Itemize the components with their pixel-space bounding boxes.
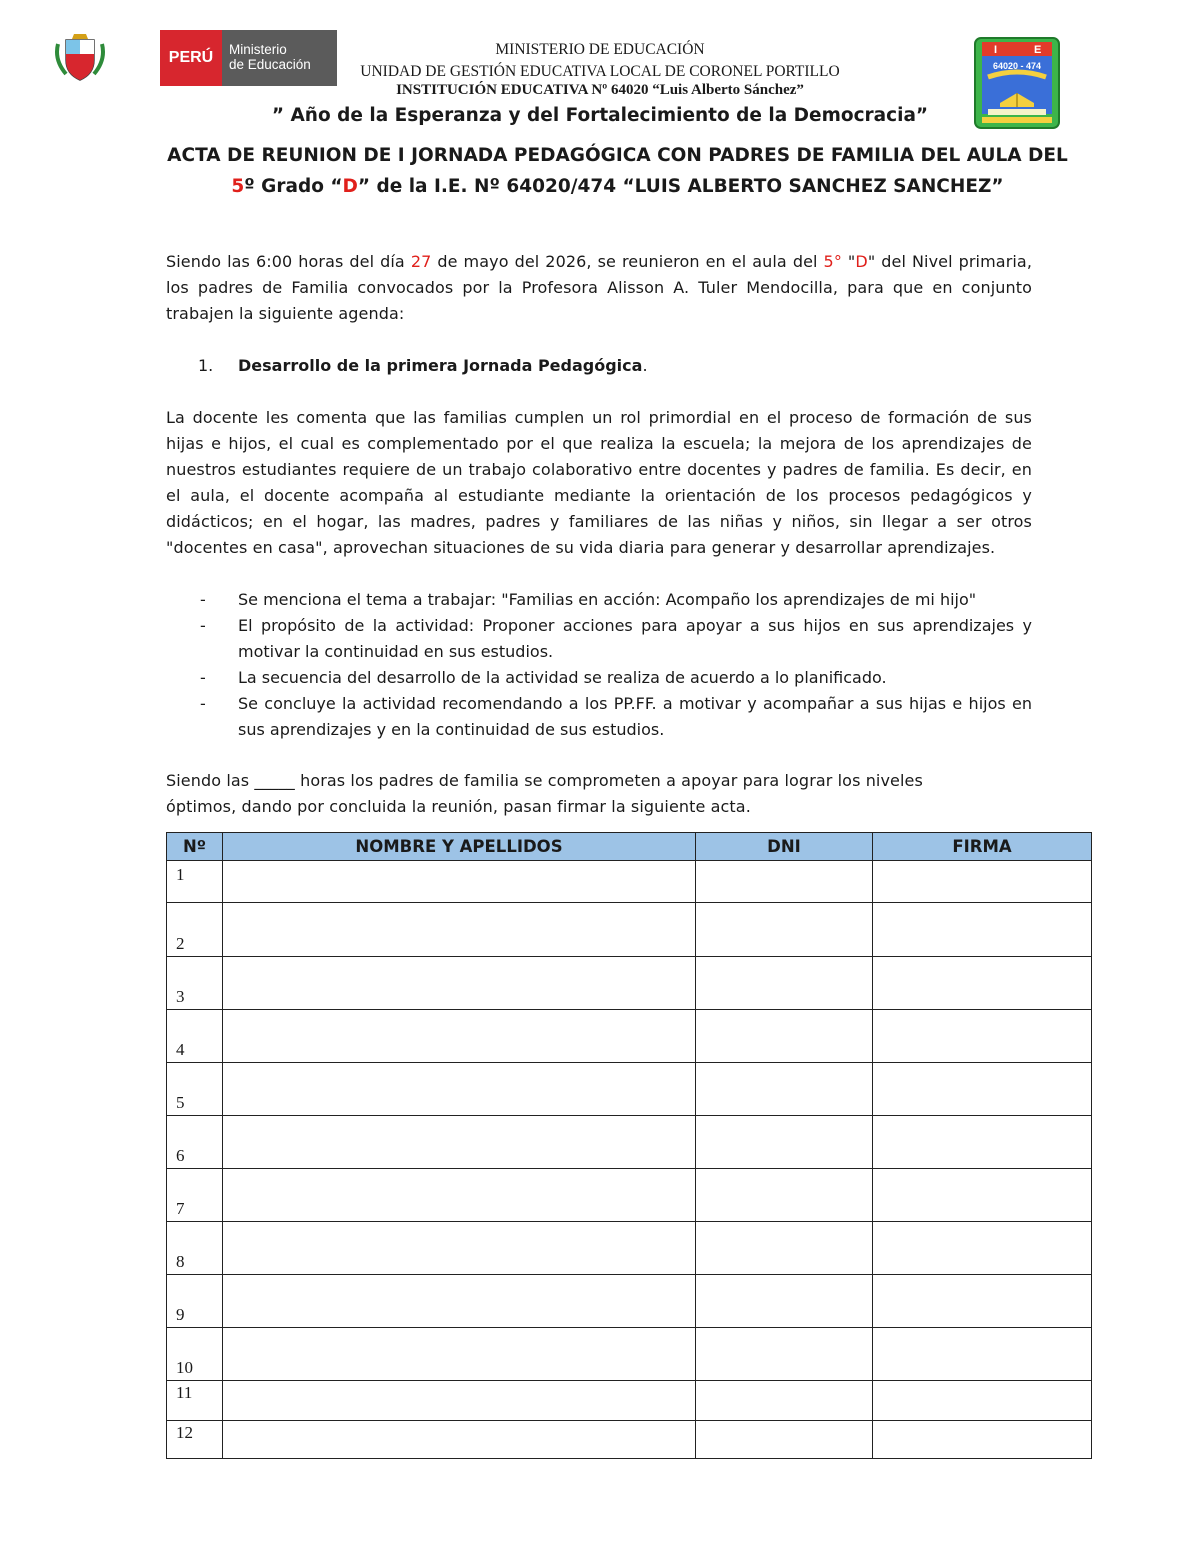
title-part3: ” de la I.E. Nº 64020/474 “LUIS ALBERTO SANCHEZ SANCHEZ”	[357, 176, 1004, 197]
signature-cell[interactable]	[873, 1275, 1092, 1328]
bullet-dash: -	[200, 668, 206, 687]
col-header-signature: FIRMA	[873, 833, 1092, 861]
signature-cell[interactable]	[873, 1063, 1092, 1116]
signature-cell[interactable]	[873, 1381, 1092, 1421]
name-cell[interactable]	[223, 1275, 696, 1328]
row-number: 6	[167, 1116, 223, 1169]
table-row	[167, 861, 1092, 903]
name-cell[interactable]	[223, 1222, 696, 1275]
signature-cell[interactable]	[873, 1116, 1092, 1169]
dni-cell[interactable]	[696, 903, 873, 957]
intro-day: 27	[410, 252, 432, 271]
signature-cell[interactable]	[873, 1169, 1092, 1222]
bullet-list	[200, 587, 1032, 743]
row-number: 11	[167, 1381, 223, 1421]
dni-cell[interactable]	[696, 1328, 873, 1381]
table-row	[167, 1328, 1092, 1381]
intro-grade: 5°	[823, 252, 842, 271]
name-cell[interactable]	[223, 1169, 696, 1222]
row-number: 10	[167, 1328, 223, 1381]
table-row	[167, 1275, 1092, 1328]
signature-cell[interactable]	[873, 1010, 1092, 1063]
row-number: 9	[167, 1275, 223, 1328]
header-line-ministry: MINISTERIO DE EDUCACIÓN	[495, 41, 705, 58]
school-logo-letter-i: I	[994, 44, 998, 56]
row-number: 4	[167, 1010, 223, 1063]
peru-label: PERÚ	[160, 30, 222, 86]
row-number: 5	[167, 1063, 223, 1116]
title-section: D	[342, 176, 358, 197]
row-number: 2	[167, 903, 223, 957]
peru-coat-of-arms-icon	[52, 30, 108, 86]
intro-text-3: "	[841, 252, 856, 271]
signature-cell[interactable]	[873, 903, 1092, 957]
bullet-text: La secuencia del desarrollo de la actividad se realiza de acuerdo a lo planificado.	[238, 668, 887, 687]
attendance-table	[166, 832, 1092, 1459]
row-number: 12	[167, 1421, 223, 1459]
name-cell[interactable]	[223, 1328, 696, 1381]
dni-cell[interactable]	[696, 1222, 873, 1275]
table-header-row	[167, 833, 1092, 861]
bullet-dash: -	[200, 616, 206, 635]
name-cell[interactable]	[223, 1063, 696, 1116]
name-cell[interactable]	[223, 1421, 696, 1459]
dni-cell[interactable]	[696, 1275, 873, 1328]
table-row	[167, 1421, 1092, 1459]
dni-cell[interactable]	[696, 957, 873, 1010]
table-row	[167, 903, 1092, 957]
table-row	[167, 1169, 1092, 1222]
dni-cell[interactable]	[696, 1063, 873, 1116]
intro-section: D	[855, 252, 868, 271]
col-header-dni: DNI	[696, 833, 873, 861]
agenda-text: Desarrollo de la primera Jornada Pedagógica	[238, 356, 643, 375]
header-line-institution: INSTITUCIÓN EDUCATIVA Nº 64020 “Luis Alberto Sánchez”	[396, 82, 804, 98]
dni-cell[interactable]	[696, 1116, 873, 1169]
agenda-item	[198, 353, 648, 379]
body-paragraph: La docente les comenta que las familias cumplen un rol primordial en el proceso de formación de sus hijas e hijos, el cual es complementado por el que realiza la escuela; la mejora de los aprendizajes de nuestros estudiantes requiere de un trabajo colaborativo entre docentes y padres de familia. Es decir, en el aula, el docente acompaña al estudiante mediante la orientación de los procesos pedagógicos y didácticos; en el hogar, las madres, padres y familiares de las niñas y niños, sin llegar a ser otros "docentes en casa", aprovechan situaciones de su vida diaria para generar y desarrollar aprendizajes.	[166, 408, 1032, 557]
year-motto: ” Año de la Esperanza y del Fortalecimiento de la Democracia”	[271, 105, 929, 126]
intro-text-2: de mayo del 2026, se reunieron en el aula del	[431, 252, 824, 271]
closing-paragraph: Siendo las _____ horas los padres de familia se comprometen a apoyar para lograr los niveles óptimos, dando por concluida la reunión, pasan firmar la siguiente acta.	[166, 771, 923, 816]
name-cell[interactable]	[223, 957, 696, 1010]
title-grade: 5	[231, 176, 245, 197]
table-row	[167, 1116, 1092, 1169]
intro-text-1: Siendo las 6:00 horas del día	[166, 252, 411, 271]
row-number: 8	[167, 1222, 223, 1275]
table-row	[167, 1063, 1092, 1116]
school-emblem-icon	[974, 37, 1060, 129]
header-line-ugel: UNIDAD DE GESTIÓN EDUCATIVA LOCAL DE CORONEL PORTILLO	[360, 63, 840, 80]
signature-cell[interactable]	[873, 1421, 1092, 1459]
bullet-dash: -	[200, 590, 206, 609]
bullet-dash: -	[200, 694, 206, 713]
col-header-name: NOMBRE Y APELLIDOS	[223, 833, 696, 861]
name-cell[interactable]	[223, 1010, 696, 1063]
school-logo-letter-e: E	[1034, 44, 1042, 56]
signature-cell[interactable]	[873, 861, 1092, 903]
school-logo-code: 64020 - 474	[992, 61, 1042, 71]
table-row	[167, 957, 1092, 1010]
agenda-number: 1.	[198, 356, 214, 375]
bullet-text: Se menciona el tema a trabajar: "Familias en acción: Acompaño los aprendizajes de mi hijo"	[238, 590, 977, 609]
bullet-text: El propósito de la actividad: Proponer acciones para apoyar a sus hijos en sus aprendizajes y motivar la continuidad en sus estudios.	[238, 616, 1032, 661]
title-part1: ACTA DE REUNION DE I JORNADA PEDAGÓGICA CON PADRES DE FAMILIA DEL AULA DEL	[167, 145, 1068, 166]
row-number: 1	[167, 861, 223, 903]
table-row	[167, 1222, 1092, 1275]
signature-cell[interactable]	[873, 1328, 1092, 1381]
intro-paragraph	[166, 249, 1032, 327]
bullet-item	[200, 613, 1032, 665]
bullet-item	[200, 691, 1032, 743]
row-number: 3	[167, 957, 223, 1010]
table-row	[167, 1010, 1092, 1063]
bullet-item	[200, 587, 1032, 613]
dni-cell[interactable]	[696, 1381, 873, 1421]
table-row	[167, 1381, 1092, 1421]
intro-text-4: " del Nivel primaria, los padres de Familia convocados por la Profesora Alisson A. Tuler Mendocilla, para que en conjunto trabajen la siguiente agenda:	[166, 252, 1033, 323]
signature-cell[interactable]	[873, 957, 1092, 1010]
row-number: 7	[167, 1169, 223, 1222]
bullet-item	[200, 665, 1032, 691]
name-cell[interactable]	[223, 1116, 696, 1169]
dni-cell[interactable]	[696, 1421, 873, 1459]
agenda-end: .	[642, 356, 648, 375]
ministry-name-line2: de Educación	[229, 57, 311, 72]
bullet-text: Se concluye la actividad recomendando a los PP.FF. a motivar y acompañar a sus hijas e hijos en sus aprendizajes y en la continuidad de sus estudios.	[238, 694, 1032, 739]
name-cell[interactable]	[223, 861, 696, 903]
dni-cell[interactable]	[696, 1169, 873, 1222]
col-header-number: Nº	[167, 833, 223, 861]
document-title	[160, 140, 1075, 202]
dni-cell[interactable]	[696, 861, 873, 903]
title-part2: º Grado “	[244, 176, 343, 197]
name-cell[interactable]	[223, 903, 696, 957]
signature-cell[interactable]	[873, 1222, 1092, 1275]
minedu-logo	[52, 30, 337, 86]
ministry-name-line1: Ministerio	[229, 42, 287, 57]
dni-cell[interactable]	[696, 1010, 873, 1063]
name-cell[interactable]	[223, 1381, 696, 1421]
